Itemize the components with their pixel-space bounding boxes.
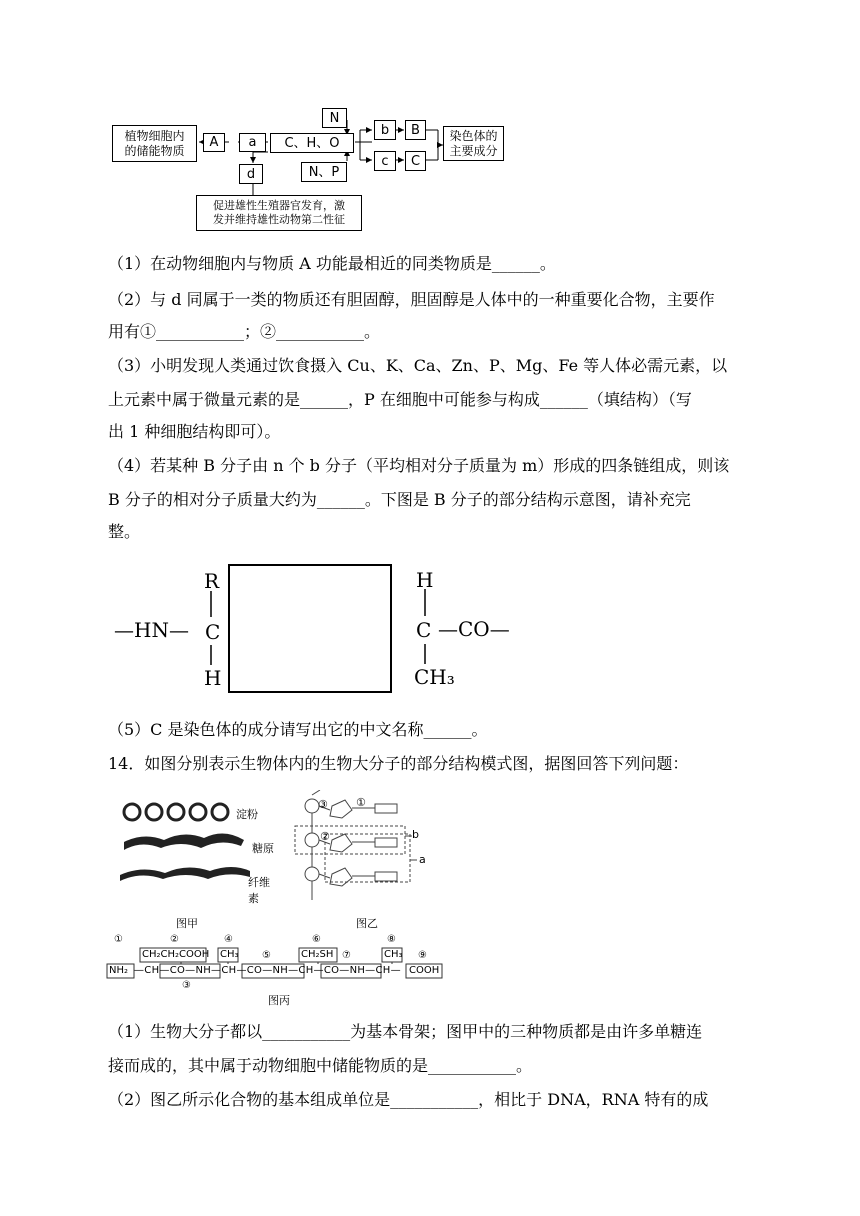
peptide-label-9: ⑨ [418,950,427,961]
q13-part3-line3: 出 1 种细胞结构即可）。 [108,422,281,441]
q13-part3-line1: （3）小明发现人类通过饮食摄入 Cu、K、Ca、Zn、P、Mg、Fe 等人体必需元素，以 [108,356,728,375]
alpha-carbon-left: C [205,620,221,644]
peptide-label-8: ⑧ [387,934,396,945]
figure-c-caption: 图丙 [268,994,290,1007]
R-group: R [204,569,220,593]
q14-part1-line1: （1）生物大分子都以___________为基本骨架；图甲中的三种物质都是由许多单糖连 [108,1022,703,1041]
peptide-label-3: ③ [182,980,191,991]
d-function-box: 促进雄性生殖器官发育，激 发并维持雄性动物第二性征 [196,195,362,231]
HN-group: —HN— [114,618,189,642]
label-2-mid: ② [320,830,330,843]
hydrogen-right-top: H [416,568,434,592]
q13-part2-line1: （2）与 d 同属于一类的物质还有胆固醇，胆固醇是人体中的一种重要化合物，主要作 [108,290,715,309]
COOH-text: COOH [409,965,440,976]
flow-diagram [0,0,860,240]
q13-part2-line2: 用有①___________；②___________。 [108,322,381,341]
node-C: C [405,151,426,171]
figure-peptide [106,932,446,1007]
figure-a-caption: 图甲 [176,917,198,930]
node-B: B [405,120,426,140]
label-a: a [419,853,426,866]
hydrogen-left-bottom: H [204,666,222,690]
q13-part1: （1）在动物细胞内与物质 A 功能最相近的同类物质是______。 [108,254,556,273]
node-a: a [239,133,266,152]
node-b: b [374,120,396,140]
chromosome-box: 染色体的 主要成分 [443,126,504,161]
label-1-top: ① [356,796,366,809]
node-N: N [322,108,347,128]
glycogen-label: 糖原 [252,842,274,855]
flow-connectors [0,0,860,240]
q14-part2-line1: （2）图乙所示化合物的基本组成单位是___________，相比于 DNA，RNA 特有的成 [108,1090,709,1109]
q13-part3-line2: 上元素中属于微量元素的是______，P 在细胞中可能参与构成______（填结构）（写 [108,390,692,409]
peptide-label-6: ⑥ [312,934,321,945]
methyl-group: CH₃ [414,665,455,689]
peptide-label-4: ④ [224,934,233,945]
label-3-top: ③ [318,798,328,811]
peptide-chain-text: —CH—CO—NH—CH—CO—NH—CH—CO—NH—CH— [134,965,401,976]
node-d: d [239,164,263,184]
figure-polysaccharides [110,790,280,935]
CH2CH2COOH-text: CH₂CH₂COOH [142,949,210,960]
CH3-text-a: CH₃ [220,949,239,960]
plant-storage-box: 植物细胞内 的储能物质 [112,125,197,162]
figure-b-caption: 图乙 [356,917,378,930]
peptide-structure-diagram [0,560,860,700]
figure-nucleotide-chain [290,790,460,935]
CH3-text-b: CH₃ [384,949,403,960]
CO-group: —CO— [438,617,510,641]
q14-part1-line2: 接而成的，其中属于动物细胞中储能物质的是___________。 [108,1056,533,1075]
label-b: b [412,828,419,841]
peptide-label-5: ⑤ [262,950,271,961]
nucleotide-drawing [290,790,460,915]
q13-part5: （5）C 是染色体的成分请写出它的中文名称______。 [108,720,488,739]
NH2-text: NH₂ [109,965,129,976]
q13-part4-line3: 整。 [108,522,141,541]
node-CHO: C、H、O [270,133,354,153]
node-NP: N、P [301,162,347,182]
peptide-label-2: ② [170,934,179,945]
q13-part4-line2: B 分子的相对分子质量大约为______。下图是 B 分子的部分结构示意图，请补充完 [108,490,691,509]
q14-title: 14．如图分别表示生物体内的生物大分子的部分结构模式图，据图回答下列问题： [108,754,689,773]
node-A: A [203,133,225,152]
peptide-label-1: ① [114,934,123,945]
starch-label: 淀粉 [236,808,258,821]
node-c: c [374,151,396,171]
q13-part4-line1: （4）若某种 B 分子由 n 个 b 分子（平均相对分子质量为 m）形成的四条链组成，则该 [108,456,730,475]
peptide-label-7: ⑦ [342,950,351,961]
CH2SH-text: CH₂SH [301,949,334,960]
cellulose-label: 纤维素 [248,876,270,905]
alpha-carbon-right: C [416,618,432,642]
